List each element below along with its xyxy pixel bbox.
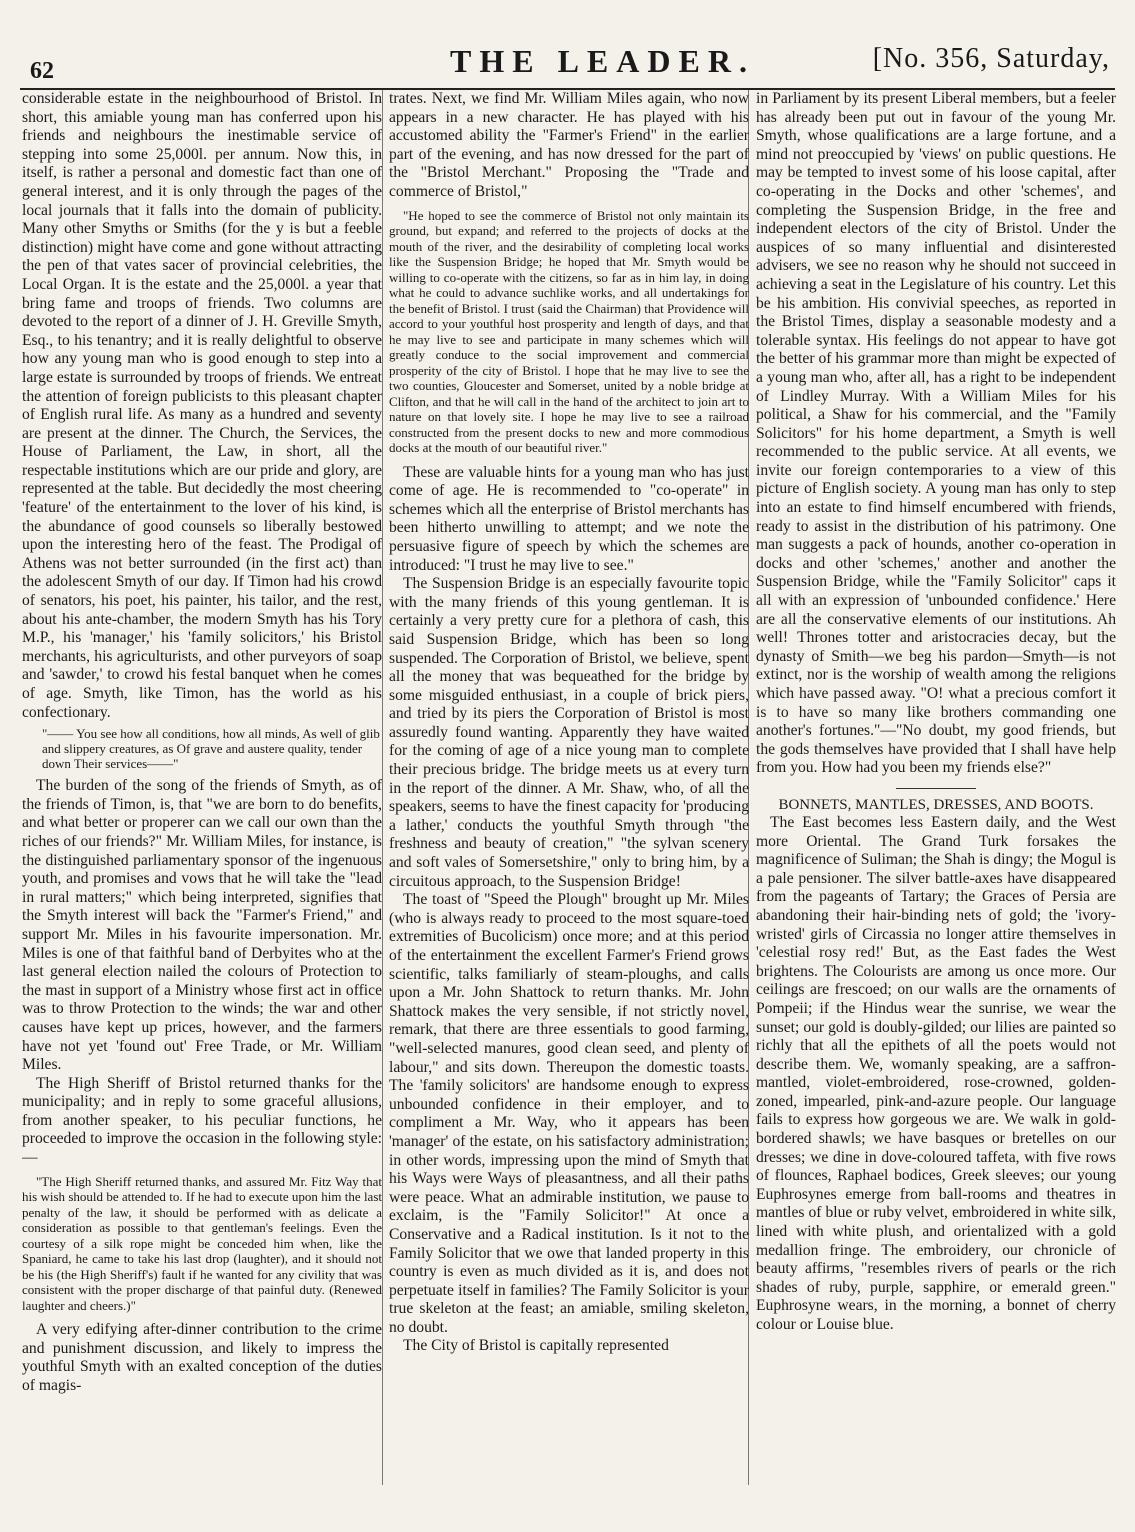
page-header: [20, 40, 1115, 90]
paragraph: The Suspension Bridge is an especially favourite topic with the many friends of this young gentleman. It is certainly a very pretty cure for a plethora of cash, this said Suspension Bridge, which has been so long suspended. The Corporation of Bristol, we believe, spent all the money that was bequeathed for the bridge by some misguided enthusiast, in a couple of brick piers, and tried by its piers the Corporation of Bristol is most assuredly found wanting. Apparently they have waited for the coming of age of a nice young man to complete their precious bridge. The bridge meets us at every turn in the report of the dinner. A Mr. Shaw, who, of all the speakers, seems to have the finest capacity for 'producing a lather,' conducts the youthful Smyth through "the freshness and beauty of creation," "the sylvan scenery and soft vales of Somersetshire," only to bring him, by a circuitous approach, to the Suspension Bridge!: [389, 575, 749, 890]
paragraph: considerable estate in the neighbourhood of Bristol. In short, this amiable young man has conferred upon his friends and neighbours the inestimable service of stepping into some 25,000l. per annum. Now this, in itself, is rather a personal and domestic fact than one of general interest, and it is only through the pages of the local journals that it falls into the domain of publicity. Many other Smyths or Smiths (for the y is but a feeble distinction) might have come and gone without attracting the pen of that vates sacer of provincial celebrities, the Local Organ. It is the estate and the 25,000l. a year that bring fame and troops of friends. Two columns are devoted to the report of a dinner of J. H. Greville Smyth, Esq., to his tenantry; and it is really delightful to observe how any young man who is good enough to step into a large estate is surrounded by troops of friends. We entreat the attention of foreign publicists to this pleasant chapter of English rural life. As many as a hundred and seventy are present at the dinner. The Church, the Services, the House of Parliament, the Law, in short, all the respectable institutions which are our pride and glory, are represented at the table. But decidedly the most cheering 'feature' of the entertainment to the lover of his kind, is the abundance of good counsels so liberally bestowed upon the interesting hero of the feast. The Prodigal of Athens was not better surrounded (in the first act) than the adolescent Smyth of our day. If Timon had his crowd of senators, his poet, his painter, his tailor, and the rest, about his ante-chamber, the modern Smyth has his Tory M.P., his 'manager,' his 'family solicitors,' his Bristol merchants, his agriculturists, and other purveyors of soap and 'sawder,' to crowd his festal banquet when he comes of age. Smyth, like Timon, has the world as his confectionary.: [22, 90, 382, 721]
column-rule: [382, 90, 383, 1485]
paragraph: A very edifying after-dinner contribution to the crime and punishment discussion, and likely to impress the youthful Smyth with an exalted conception of the duties of magis-: [22, 1321, 382, 1394]
section-divider: [896, 788, 976, 789]
column-3: [756, 90, 1116, 1490]
paragraph: in Parliament by its present Liberal members, but a feeler has already been put out in favour of the young Mr. Smyth, whose qualifications are a large fortune, and a mind not preoccupied by 'views' on public questions. He may be tempted to invest some of his loose capital, after co-operating in the Docks and other 'schemes', and completing the Suspension Bridge, in the free and independent electors of the city of Bristol. Under the auspices of so many influential and disinterested advisers, we see no reason why he should not succeed in achieving a seat in the Legislature of his country. Let this be his ambition. His convivial speeches, as reported in the Bristol Times, display a seasonable modesty and a tolerable syntax. His feelings do not appear to have got the better of his grammar more than might be expected of a young man who, after all, has a right to be independent of Lindley Murray. With a William Miles for his political, a Shaw for his commercial, and the "Family Solicitors" for his home department, a Smyth is well recommended to the public service. At all events, we invite our foreign contemporaries to a view of this picture of English society. A young man has only to step into an estate to find himself encumbered with friends, ready to assist in the distribution of his patrimony. One man suggests a pack of hounds, another co-operation in docks and other 'schemes,' another and another the Suspension Bridge, while the "Family Solicitor" caps it all with an expression of 'unbounded confidence.' Here are all the conservative elements of our institutions. Ah well! Thrones totter and aristocracies decay, but the dynasty of Smith—we beg his pardon—Smyth—is not extinct, nor is the worship of wealth among the religions which have passed away. "O! what a precious comfort it is to have so many like brothers commanding one another's fortunes."—"No doubt, my good friends, but the gods themselves have provided that I shall have help from you. How had you been my friends else?": [756, 90, 1116, 777]
paragraph: The High Sheriff of Bristol returned thanks for the municipality; and in reply to some graceful allusions, from another speaker, to his peculiar functions, he proceeded to improve the occasion in the following style:—: [22, 1074, 382, 1167]
page-number: 62: [30, 58, 54, 84]
issue-label: [No. 356, Saturday,: [872, 43, 1110, 74]
paragraph: trates. Next, we find Mr. William Miles again, who now appears in a new character. He has played with his accustomed ability the "Farmer's Friend" in the earlier part of the evening, and has now dressed for the part of the "Bristol Merchant." Proposing the "Trade and commerce of Bristol,": [389, 90, 749, 200]
paragraph: The toast of "Speed the Plough" brought up Mr. Miles (who is always ready to proceed to the most square-toed extremities of Bucolicism) once more; and at this period of the entertainment the excellent Farmer's Friend grows scientific, talks familiarly of steam-ploughs, and calls upon a Mr. John Shattock to return thanks. Mr. John Shattock makes the very sensible, if not strictly novel, remark, that there are three essentials to good farming, "well-selected manures, good clean seed, and plenty of labour," and sits down. Thereupon the domestic toasts. The 'family solicitors' are handsome enough to express unbounded confidence in their employer, and to compliment a Mr. Way, who it appears has been 'manager' of the estate, on his satisfactory administration; in other words, impressing upon the mind of Smyth that his Ways were Ways of pleasantness, and all their paths were peace. What an admirable institution, we pause to exclaim, is the "Family Solicitor!" At once a Conservative and a Radical institution. Is it not to the Family Solicitor that we owe that landed property in this country is even as much divided as it is, and does not perpetuate itself in families? The Family Solicitor is your true skeleton at the feast; an amiable, smiling skeleton, no doubt.: [389, 891, 749, 1336]
block-quote: "He hoped to see the commerce of Bristol not only maintain its ground, but expand; and referred to the projects of docks at the mouth of the river, and the desirability of completing local works like the Suspension Bridge; he hoped that Mr. Smyth would be willing to co-operate with the citizens, so far as in him lay, in doing what he could to advance suchlike works, and all undertakings for the benefit of Bristol. I trust (said the Chairman) that Providence will accord to your youthful host prosperity and length of days, and that he may live to see and participate in many schemes which will greatly conduce to the social improvement and commercial prosperity of the city of Bristol. I hope that he may live to see the two counties, Gloucester and Somerset, united by a noble bridge at Clifton, and that he will call in the hand of the architect to join art to nature on that lovely site. I hope he may live to see a railroad constructed from the present docks to new and more commodious docks at the mouth of our beautiful river.": [389, 207, 749, 456]
column-2: [389, 90, 749, 1490]
paragraph: These are valuable hints for a young man who has just come of age. He is recommended to "co-operate" in schemes which all the enterprise of Bristol merchants has been hitherto unwilling to attempt; and we note the persuasive figure of speech by which the schemes are introduced: "I trust he may live to see.": [389, 463, 749, 574]
paragraph: The East becomes less Eastern daily, and the West more Oriental. The Grand Turk forsakes the magnificence of Suliman; the Shah is dingy; the Mogul is a pale pensioner. The silver battle-axes have disappeared from the pageants of Tartary; the Graces of Persia are abandoning their hair-binding nets of gold; the 'ivory-wristed' girls of Circassia no longer attire themselves in 'celestial rosy red!' But, as the East fades the West brightens. The Colourists are among us once more. Our ceilings are frescoed; on our walls are the ornaments of Pompeii; if the Hindus wear the sunrise, we wear the sunset; our gold is doubly-gilded; our lilies are painted so richly that all the epithets of all the poets would not describe them. We, womanly speaking, are a saffron-mantled, violet-embroidered, rose-crowned, golden-zoned, impearled, pink-and-azure people. Our language fails to express how gorgeous we are. We walk in gold-bordered shawls; we have basques or bretelles on our dresses; we dine in dove-coloured taffeta, with five rows of flounces, Raphael bodices, Greek sleeves; our young Euphrosynes emerge from ball-rooms and theatres in mantles of blue or ruby velvet, embroidered in white silk, lined with white plush, and orientalized with a gold medallion fringe. The embroidery, our chronicle of beauty affirms, "resembles rivers of pearls or the rich shades of ruby, purple, sapphire, or emerald green." Euphrosyne wears, in the morning, a bonnet of cherry colour or Louise blue.: [756, 813, 1116, 1333]
column-1: [22, 90, 382, 1490]
paragraph: The burden of the song of the friends of Smyth, as of the friends of Timon, is, that "we are born to do benefits, and what better or properer can we call our own than the riches of our friends?" Mr. William Miles, for instance, is the distinguished parliamentary sponsor of the ingenuous youth, and promises and vows that he will take the "lead in rural matters;" which being interpreted, signifies that the Smyth interest will back the "Farmer's Friend," and support Mr. Miles in his favourite impersonation. Mr. Miles is one of that faithful band of Derbyites who at the last general election nailed the colours of Protection to the mast in support of a Ministry whose first act in office was to throw Protection to the winds; the war and other causes have kept up prices, however, and the farmers have not yet 'found out' Free Trade, or Mr. William Miles.: [22, 777, 382, 1074]
block-quote: "The High Sheriff returned thanks, and assured Mr. Fitz Way that his wish should be attended to. If he had to execute upon him the last penalty of the law, it should be performed with as delicate a consideration as possible to that gentleman's feelings. Even the courtesy of a silk rope might be conceded him when, like the Spaniard, he came to take his last drop (laughter), and it should not be his (the High Sheriff's) fault if he wanted for any civility that was consistent with the proper discharge of that painful duty. (Renewed laughter and cheers.)": [22, 1173, 382, 1313]
masthead-title: THE LEADER.: [450, 43, 755, 79]
paragraph: The City of Bristol is capitally represented: [403, 1337, 669, 1355]
verse-quote: "—— You see how all conditions, how all minds, As well of glib and slippery creatures, as Of grave and austere quality, tender down Their services——": [42, 726, 380, 772]
section-title: BONNETS, MANTLES, DRESSES, AND BOOTS.: [778, 796, 1094, 813]
